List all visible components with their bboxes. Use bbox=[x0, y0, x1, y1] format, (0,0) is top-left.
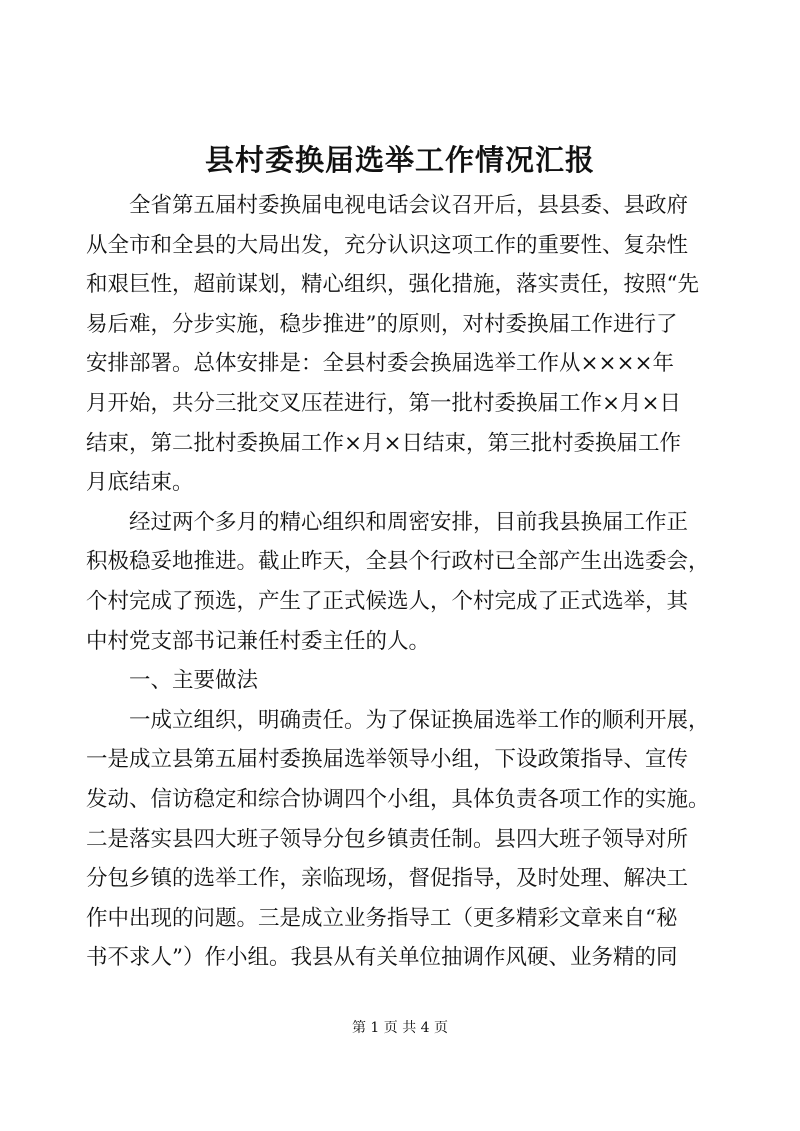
page-number-footer: 第 1 页 共 4 页 bbox=[351, 1020, 449, 1036]
body-line: 一成立组织，明确责任。为了保证换届选举工作的顺利开展， bbox=[86, 707, 710, 733]
body-line: 作中出现的问题。三是成立业务指导工（更多精彩文章来自“秘 bbox=[86, 905, 678, 931]
body-line: 发动、信访稳定和综合协调四个小组，具体负责各项工作的实施。 bbox=[86, 786, 710, 812]
body-line: 全省第五届村委换届电视电话会议召开后，县县委、县政府 bbox=[86, 193, 689, 218]
body-line: 从全市和全县的大局出发，充分认识这项工作的重要性、复杂性 bbox=[86, 232, 689, 258]
body-line: 一是成立县第五届村委换届选举领导小组，下设政策指导、宣传 bbox=[86, 747, 689, 773]
body-line: 和艰巨性，超前谋划，精心组织，强化措施，落实责任，按照“先 bbox=[86, 272, 699, 298]
body-line: 经过两个多月的精心组织和周密安排，目前我县换届工作正 bbox=[86, 509, 689, 535]
body-line: 结束，第二批村委换届工作×月×日结束，第三批村委换届工作 bbox=[86, 430, 682, 456]
body-line: 月开始，共分三批交叉压茬进行，第一批村委换届工作×月×日 bbox=[86, 390, 682, 416]
body-line: 易后难，分步实施，稳步推进”的原则，对村委换届工作进行了 bbox=[86, 311, 678, 337]
body-line: 安排部署。总体安排是：全县村委会换届选举工作从××××年 bbox=[86, 351, 675, 377]
body-line: 中村党支部书记兼任村委主任的人。 bbox=[86, 628, 431, 654]
section-heading: 一、主要做法 bbox=[86, 668, 259, 694]
document-body bbox=[86, 186, 716, 978]
body-line: 二是落实县四大班子领导分包乡镇责任制。县四大班子领导对所 bbox=[86, 826, 689, 852]
body-line: 个村完成了预选，产生了正式候选人，个村完成了正式选举，其 bbox=[86, 588, 689, 614]
body-line: 积极稳妥地推进。截止昨天，全县个行政村已全部产生出选委会， bbox=[86, 549, 710, 575]
body-line: 分包乡镇的选举工作，亲临现场，督促指导，及时处理、解决工 bbox=[86, 866, 689, 892]
body-line: 书不求人”）作小组。我县从有关单位抽调作风硬、业务精的同 bbox=[86, 945, 678, 971]
body-line: 月底结束。 bbox=[86, 470, 194, 496]
document-title: 县村委换届选举工作情况汇报 bbox=[204, 143, 595, 177]
